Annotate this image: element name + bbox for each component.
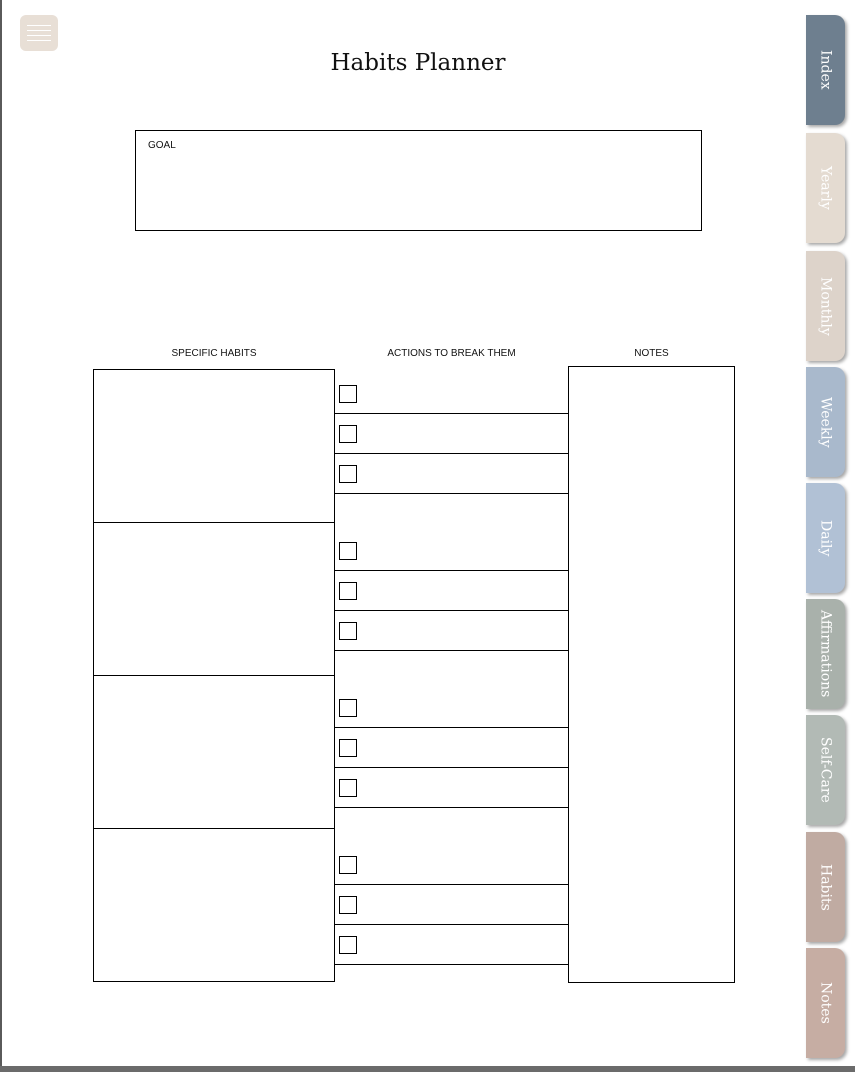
action-checkbox[interactable]: [339, 622, 357, 640]
goal-field[interactable]: [135, 130, 702, 231]
tab-label: Daily: [817, 519, 834, 557]
action-checkbox[interactable]: [339, 856, 357, 874]
tab-self-care[interactable]: [806, 715, 845, 825]
action-row[interactable]: [335, 768, 568, 808]
action-row[interactable]: [335, 728, 568, 768]
hamburger-menu-icon-line: [27, 30, 51, 31]
action-row[interactable]: [335, 688, 568, 728]
tab-affirmations[interactable]: [806, 599, 845, 709]
tab-label: Monthly: [817, 276, 834, 336]
action-checkbox[interactable]: [339, 542, 357, 560]
section-tabs: [806, 0, 855, 1066]
action-row[interactable]: [335, 925, 568, 965]
tab-label: Yearly: [817, 166, 834, 210]
tab-label: Self-Care: [817, 737, 834, 803]
habit-field[interactable]: [93, 675, 335, 829]
tab-monthly[interactable]: [806, 251, 845, 361]
action-checkbox[interactable]: [339, 425, 357, 443]
specific-habits-header: SPECIFIC HABITS: [171, 348, 257, 359]
actions-header: ACTIONS TO BREAK THEM: [387, 348, 516, 359]
action-checkbox[interactable]: [339, 779, 357, 797]
action-checkbox[interactable]: [339, 465, 357, 483]
action-row[interactable]: [335, 414, 568, 454]
hamburger-menu-icon-line: [27, 40, 51, 41]
tab-daily[interactable]: [806, 483, 845, 593]
habit-field[interactable]: [93, 522, 335, 676]
action-checkbox[interactable]: [339, 739, 357, 757]
action-row[interactable]: [335, 845, 568, 885]
action-row[interactable]: [335, 611, 568, 651]
tab-habits[interactable]: [806, 832, 845, 942]
action-row[interactable]: [335, 571, 568, 611]
tab-label: Weekly: [817, 396, 834, 448]
action-checkbox[interactable]: [339, 699, 357, 717]
tab-label: Index: [817, 50, 834, 90]
notes-field[interactable]: [568, 366, 735, 983]
hamburger-menu-icon: [27, 25, 51, 26]
tab-label: Notes: [817, 982, 834, 1024]
action-row[interactable]: [335, 531, 568, 571]
action-checkbox[interactable]: [339, 896, 357, 914]
notes-header: NOTES: [634, 348, 669, 359]
action-checkbox[interactable]: [339, 582, 357, 600]
tab-label: Affirmations: [817, 610, 834, 698]
action-row[interactable]: [335, 885, 568, 925]
tab-yearly[interactable]: [806, 133, 845, 243]
habit-field[interactable]: [93, 828, 335, 982]
hamburger-menu-icon-line: [27, 35, 51, 36]
page-title: Habits Planner: [330, 50, 506, 76]
action-checkbox[interactable]: [339, 385, 357, 403]
habit-field[interactable]: [93, 369, 335, 523]
tab-index[interactable]: [806, 15, 845, 125]
menu-button[interactable]: [20, 15, 58, 51]
goal-label: GOAL: [148, 140, 176, 151]
action-row[interactable]: [335, 374, 568, 414]
tab-weekly[interactable]: [806, 367, 845, 477]
tab-notes[interactable]: [806, 948, 845, 1058]
action-row[interactable]: [335, 454, 568, 494]
tab-label: Habits: [817, 863, 834, 911]
action-checkbox[interactable]: [339, 936, 357, 954]
